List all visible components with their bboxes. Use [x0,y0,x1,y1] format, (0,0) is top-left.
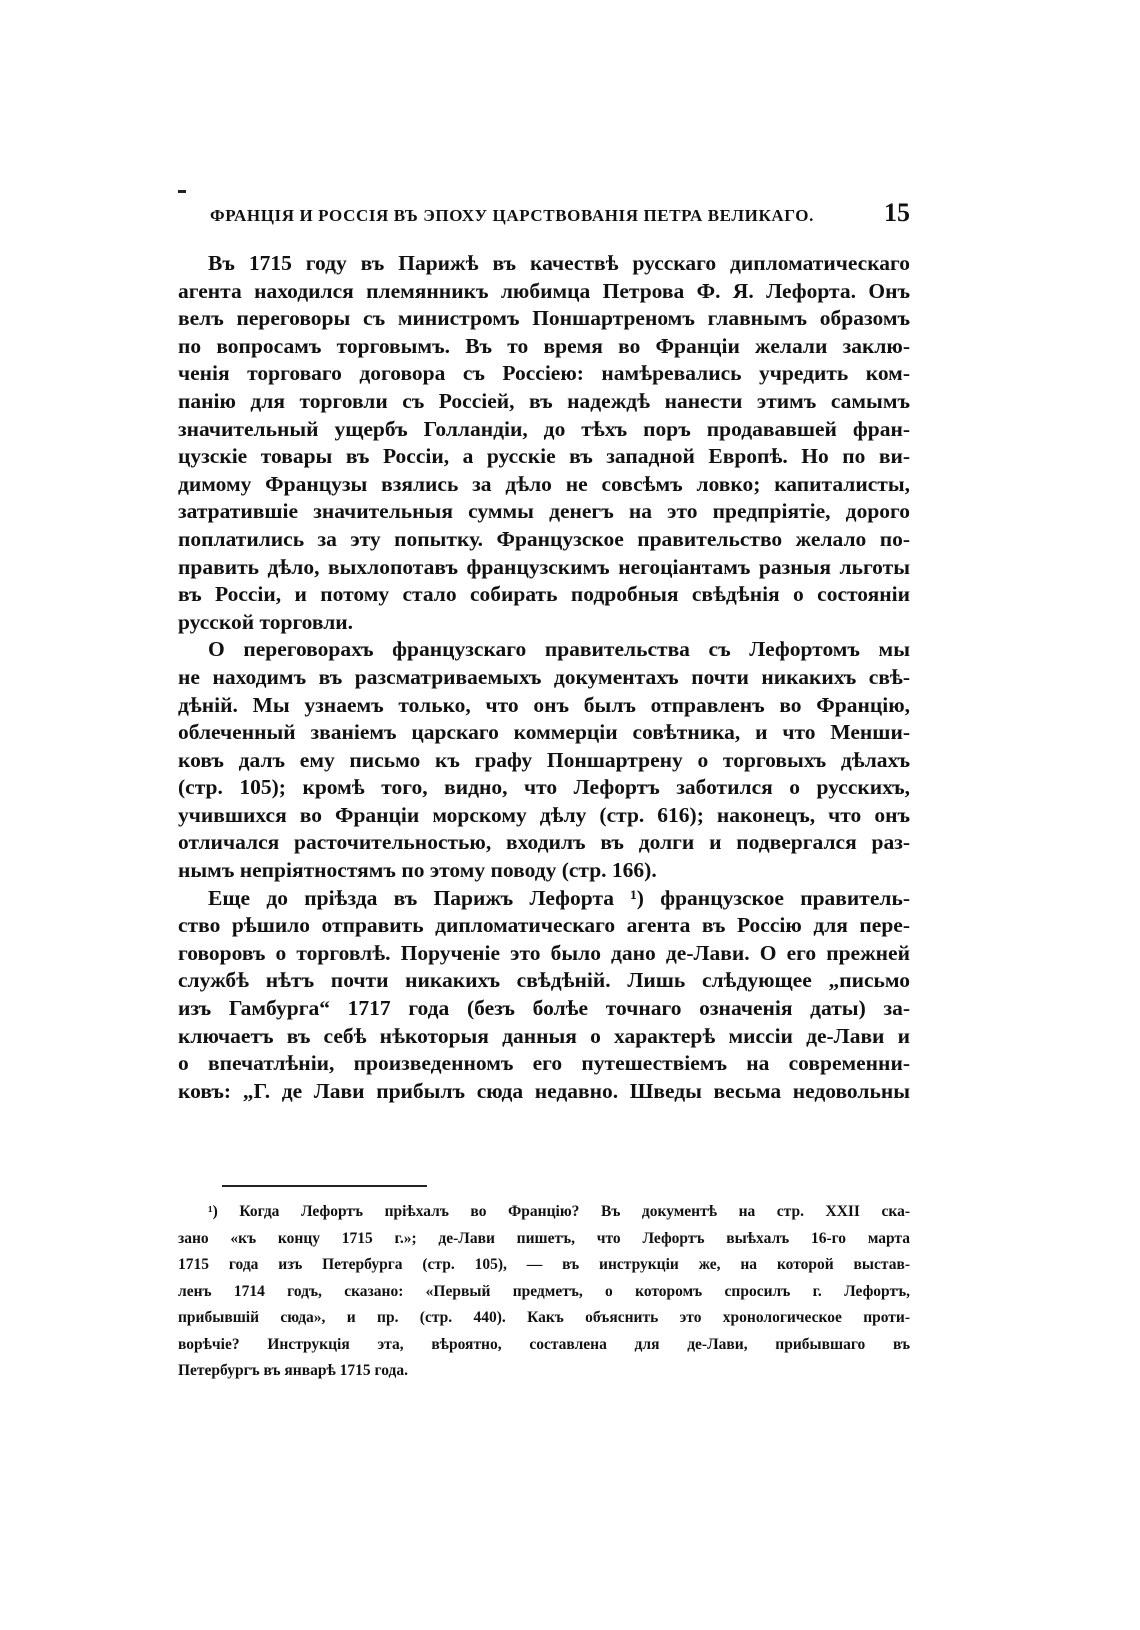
text-line: изъ Гамбурга“ 1717 года (безъ болѣе точнаго означенія даты) за- [178,996,910,1021]
text-line: ковъ далъ ему письмо къ графу Поншартрену о торговыхъ дѣлахъ [178,747,910,772]
text-line: Еще до пріѣзда въ Парижъ Лефорта ¹) французское правитель- [208,885,910,910]
footnote [178,1199,910,1385]
footnote-line: зано «къ концу 1715 г.»; де-Лави пишетъ, что Лефортъ выѣхалъ 16-го марта [178,1229,910,1247]
running-title: ФРАНЦІЯ И РОССІЯ ВЪ ЭПОХУ ЦАРСТВОВАНІЯ ПЕТРА ВЕЛИКАГО. [210,206,814,225]
text-line: по вопросамъ торговымъ. Въ то время во Франціи желали заклю- [178,333,910,358]
text-line: править дѣло, выхлопотавъ французскимъ негоціантамъ разныя льготы [178,554,910,579]
running-header [210,198,910,232]
text-line: нымъ непріятностямъ по этому поводу (стр. 166). [178,858,657,883]
text-line: панію для торговли съ Россіей, въ надеждѣ нанести этимъ самымъ [178,388,910,413]
text-line: ство рѣшило отправить дипломатическаго агента въ Россію для пере- [178,913,910,938]
page-number: 15 [884,198,910,227]
margin-mark [178,190,186,193]
text-line: (стр. 105); кромѣ того, видно, что Лефортъ заботился о русскихъ, [178,775,910,800]
text-line: говоровъ о торговлѣ. Порученіе это было дано де-Лави. О его прежней [178,940,910,965]
footnote-divider [222,1185,427,1187]
text-line: О переговорахъ французскаго правительства съ Лефортомъ мы [208,637,910,662]
text-line: облеченный званіемъ царскаго коммерціи совѣтника, и что Менши- [178,720,910,745]
text-line: цузскіе товары въ Россіи, а русскіе въ западной Европѣ. Но по ви- [178,444,910,469]
text-line: агента находился племянникъ любимца Петрова Ф. Я. Лефорта. Онъ [178,278,910,303]
text-line: затратившіе значительныя суммы денегъ на это предпріятіе, дорого [178,499,910,524]
text-line: Въ 1715 году въ Парижѣ въ качествѣ русскаго дипломатическаго [208,251,910,275]
footnote-line: ворѣчіе? Инструкція эта, вѣроятно, составлена для де-Лави, прибывшаго въ [178,1335,910,1353]
footnote-line: ленъ 1714 годъ, сказано: «Первый предметъ, о которомъ спросилъ г. Лефортъ, [178,1282,910,1300]
text-line: отличался расточительностью, входилъ въ долги и подвергался раз- [178,830,910,855]
footnote-line: 1715 года изъ Петербурга (стр. 105), — въ инструкціи же, на которой выстав- [178,1256,910,1273]
footnote-line: прибывшій сюда», и пр. (стр. 440). Какъ объяснить это хронологическое проти- [178,1309,910,1326]
text-line: димому Французы взялись за дѣло не совсѣмъ ловко; капиталисты, [178,471,910,496]
text-line: значительный ущербъ Голландіи, до тѣхъ поръ продававшей фран- [178,416,910,441]
main-text [178,250,910,1105]
text-line: ковъ: „Г. де Лави прибылъ сюда недавно. Шведы весьма недовольны [178,1078,910,1103]
text-line: велъ переговоры съ министромъ Поншартреномъ главнымъ образомъ [178,306,910,331]
text-line: учившихся во Франціи морскому дѣлу (стр. 616); наконецъ, что онъ [178,802,910,827]
text-line: русской торговли. [178,609,354,634]
text-line: не находимъ въ разсматриваемыхъ документахъ почти никакихъ свѣ- [178,664,910,689]
text-line: въ Россіи, и потому стало собирать подробныя свѣдѣнія о состояніи [178,582,910,607]
text-line: поплатились за эту попытку. Французское правительство желало по- [178,526,910,551]
text-line: дѣній. Мы узнаемъ только, что онъ былъ отправленъ во Францію, [178,692,910,717]
footnote-line: Петербургъ въ январѣ 1715 года. [178,1362,408,1379]
text-line: службѣ нѣтъ почти никакихъ свѣдѣній. Лишь слѣдующее „письмо [178,968,910,993]
text-line: ключаетъ въ себѣ нѣкоторыя данныя о характерѣ миссіи де-Лави и [178,1023,910,1048]
text-line: о впечатлѣніи, произведенномъ его путешествіемъ на современни- [178,1051,910,1076]
text-line: ченія торговаго договора съ Россіею: намѣревались учредить ком- [178,361,910,386]
footnote-line: ¹) Когда Лефортъ пріѣхалъ во Францію? Въ документѣ на стр. XXII ска- [208,1203,910,1220]
